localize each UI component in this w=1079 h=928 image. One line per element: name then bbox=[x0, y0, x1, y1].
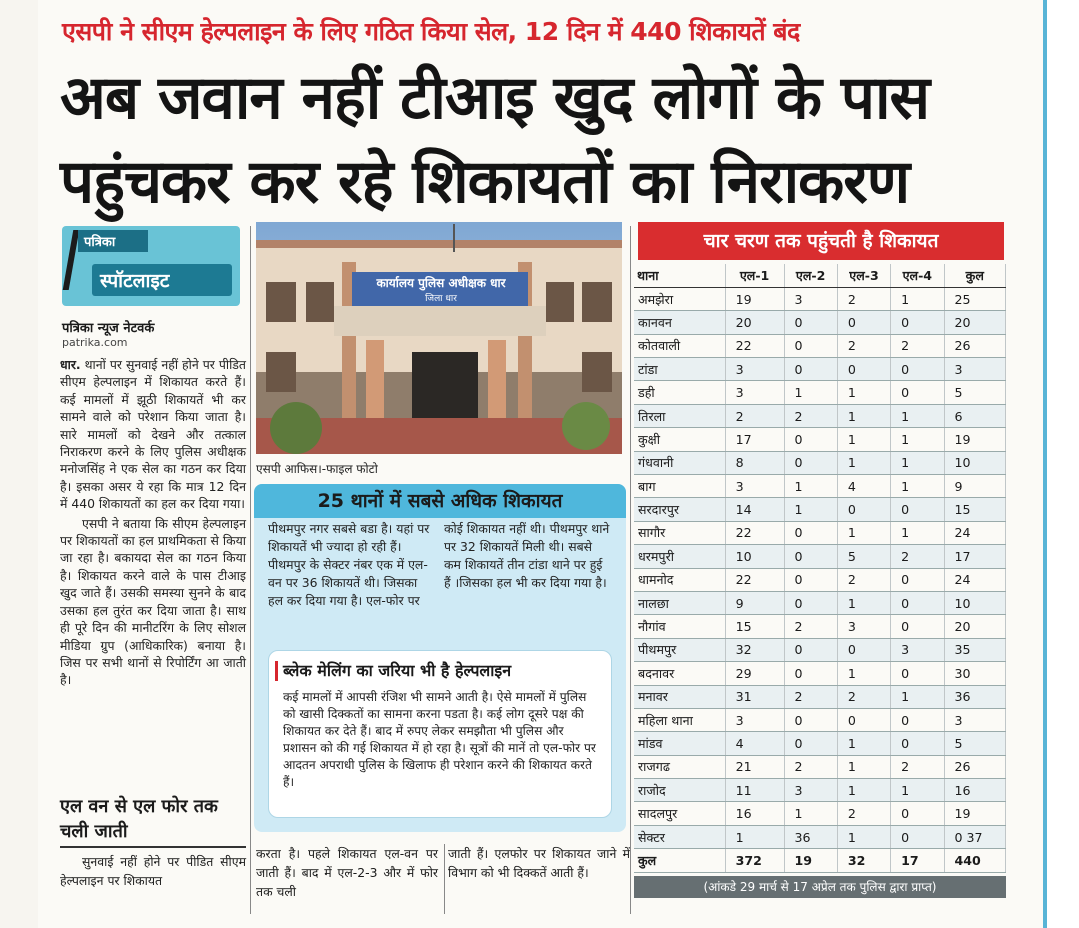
cell-total: 5 bbox=[944, 381, 1006, 404]
cell-l2: 0 bbox=[784, 638, 837, 661]
cell-l4: 1 bbox=[891, 521, 944, 544]
cell-l4: 0 bbox=[891, 591, 944, 614]
photo-signboard bbox=[356, 274, 526, 304]
cell-l2: 0 bbox=[784, 521, 837, 544]
signboard-text: कार्यालय पुलिस अधीक्षक धार bbox=[376, 276, 506, 290]
cell-l1: 10 bbox=[725, 545, 784, 568]
cell-total: 19 bbox=[944, 428, 1006, 451]
cell-station: बदनावर bbox=[634, 662, 725, 685]
cell-l4: 1 bbox=[891, 287, 944, 310]
cell-l4: 0 bbox=[891, 615, 944, 638]
cell-total: 16 bbox=[944, 779, 1006, 802]
cell-l4: 1 bbox=[891, 685, 944, 708]
cell-l1: 22 bbox=[725, 521, 784, 544]
cell-l4: 0 bbox=[891, 732, 944, 755]
cell-l4: 1 bbox=[891, 475, 944, 498]
cell-station: मनावर bbox=[634, 685, 725, 708]
cell-total: 24 bbox=[944, 568, 1006, 591]
cell-l1: 2 bbox=[725, 404, 784, 427]
cell-l4: 0 bbox=[891, 498, 944, 521]
cell-station: पीथमपुर bbox=[634, 638, 725, 661]
cell-l1: 22 bbox=[725, 334, 784, 357]
cell-l3: 1 bbox=[837, 404, 890, 427]
cell-l4: 0 bbox=[891, 802, 944, 825]
cell-l1: 9 bbox=[725, 591, 784, 614]
cell-station: धरमपुरी bbox=[634, 545, 725, 568]
cell-l4: 0 bbox=[891, 662, 944, 685]
logo-spotlight-label: स्पॉटलाइट bbox=[92, 264, 232, 296]
cell-station: टांडा bbox=[634, 358, 725, 381]
table-row bbox=[634, 358, 1006, 381]
cell-total: 35 bbox=[944, 638, 1006, 661]
highlight-box bbox=[254, 484, 626, 832]
paragraph-3 bbox=[60, 852, 246, 890]
cell-total: 24 bbox=[944, 521, 1006, 544]
cell-l4: 2 bbox=[891, 334, 944, 357]
table-row bbox=[634, 475, 1006, 498]
cell-station: राजगढ bbox=[634, 755, 725, 778]
cell-total: 15 bbox=[944, 498, 1006, 521]
cell-l3: 0 bbox=[837, 638, 890, 661]
cell-l3: 1 bbox=[837, 825, 890, 848]
table-row bbox=[634, 381, 1006, 404]
logo-badge: पत्रिका bbox=[78, 230, 148, 252]
cell-station: डही bbox=[634, 381, 725, 404]
cell-l1: 11 bbox=[725, 779, 784, 802]
cell-l4: 2 bbox=[891, 755, 944, 778]
highlight-box-title: 25 थानों में सबसे अधिक शिकायत bbox=[254, 484, 626, 518]
table-row bbox=[634, 334, 1006, 357]
cell-l2: 0 bbox=[784, 732, 837, 755]
table-row bbox=[634, 404, 1006, 427]
cell-l4: 0 bbox=[891, 358, 944, 381]
col-header-l3: एल-3 bbox=[837, 264, 890, 287]
cell-l3: 1 bbox=[837, 732, 890, 755]
cell-l2: 2 bbox=[784, 755, 837, 778]
cell-l1: 16 bbox=[725, 802, 784, 825]
table-row bbox=[634, 545, 1006, 568]
logo-stripe bbox=[63, 230, 80, 290]
adjacent-fragment-1 bbox=[1055, 40, 1060, 56]
cell-total: 26 bbox=[944, 755, 1006, 778]
total-station: कुल bbox=[634, 849, 725, 872]
cell-total: 25 bbox=[944, 287, 1006, 310]
cell-l3: 0 bbox=[837, 358, 890, 381]
total-l2: 19 bbox=[784, 849, 837, 872]
cell-station: सरदारपुर bbox=[634, 498, 725, 521]
bottom-paragraph-right: जाती हैं। एलफोर पर शिकायत जाने में विभाग को भी दिक्कतें आती हैं। bbox=[448, 846, 630, 880]
cell-station: नालछा bbox=[634, 591, 725, 614]
col-header-station: थाना bbox=[634, 264, 725, 287]
signboard-subtext: जिला धार bbox=[425, 294, 457, 304]
cell-l3: 1 bbox=[837, 451, 890, 474]
cell-l3: 2 bbox=[837, 334, 890, 357]
cell-l1: 3 bbox=[725, 381, 784, 404]
byline: पत्रिका न्यूज नेटवर्क bbox=[62, 321, 155, 336]
cell-total: 17 bbox=[944, 545, 1006, 568]
complaints-table bbox=[634, 264, 1006, 873]
lead-paragraph bbox=[60, 356, 246, 513]
cell-station: कोतवाली bbox=[634, 334, 725, 357]
cell-l1: 3 bbox=[725, 708, 784, 731]
cell-l1: 8 bbox=[725, 451, 784, 474]
cell-l2: 2 bbox=[784, 685, 837, 708]
blackmail-box-text: कई मामलों में आपसी रंजिश भी सामने आती है। ऐसे मामलों में पुलिस को खासी दिक्कतों का सामना करना पडता है। कई लोग दूसरे पक्ष की शिकायत कर देते हैं। बाद में रुपए लेकर समझौता भी पुलिस और प्रशासन को की गई शिकायत में हो रहा है। सूत्रों की मानें तो एल-फोर पर आदतन अपराधी पुलिस के खिलाफ ही परेशान करने की शिकायत करते हैं। bbox=[283, 690, 596, 789]
cell-station: कानवन bbox=[634, 311, 725, 334]
table-row bbox=[634, 825, 1006, 848]
cell-station: तिरला bbox=[634, 404, 725, 427]
cell-l3: 3 bbox=[837, 615, 890, 638]
highlight-col-2: कोई शिकायत नहीं थी। पीथमपुर थाने पर 32 शिकायतें मिली थी। सबसे कम शिकायतें तीन टांडा थाने पर हुई हैं ।जिसका हल भी कर दिया गया है। bbox=[444, 521, 610, 590]
blackmail-box bbox=[268, 650, 612, 818]
cell-l1: 17 bbox=[725, 428, 784, 451]
cell-l4: 0 bbox=[891, 568, 944, 591]
cell-l1: 19 bbox=[725, 287, 784, 310]
cell-l4: 1 bbox=[891, 404, 944, 427]
total-l1: 372 bbox=[725, 849, 784, 872]
cell-total: 9 bbox=[944, 475, 1006, 498]
total-l4: 17 bbox=[891, 849, 944, 872]
table-row bbox=[634, 755, 1006, 778]
cell-l2: 0 bbox=[784, 545, 837, 568]
cell-l1: 22 bbox=[725, 568, 784, 591]
cell-l4: 0 bbox=[891, 708, 944, 731]
cell-l3: 1 bbox=[837, 779, 890, 802]
cell-l3: 2 bbox=[837, 568, 890, 591]
cell-station: राजोद bbox=[634, 779, 725, 802]
cell-l1: 32 bbox=[725, 638, 784, 661]
lead-text: थानों पर सुनवाई नहीं होने पर पीडित सीएम हेल्पलाइन में शिकायत करते हैं। कई मामलों में झूठी शिकायतें भी कर सामने वाले को परेशान किया जाता है। सारे मामलों को देखने और तत्काल निराकरण करने के लिए पुलिस अधीक्षक मनोजसिंह ने एक सेल का गठन कर दिया है। इसका असर ये रहा कि मात्र 12 दिन में 440 शिकायतों का हल कर दिया गया। bbox=[60, 357, 246, 512]
column-divider-2 bbox=[630, 226, 631, 926]
cell-l2: 0 bbox=[784, 591, 837, 614]
dateline: धार. bbox=[60, 357, 81, 372]
cell-l1: 4 bbox=[725, 732, 784, 755]
cell-l2: 0 bbox=[784, 662, 837, 685]
cell-l3: 4 bbox=[837, 475, 890, 498]
photo-caption: एसपी आफिस।-फाइल फोटो bbox=[256, 462, 378, 476]
cell-total: 3 bbox=[944, 708, 1006, 731]
cell-l1: 3 bbox=[725, 475, 784, 498]
cell-l2: 2 bbox=[784, 404, 837, 427]
total-l3: 32 bbox=[837, 849, 890, 872]
table-row bbox=[634, 732, 1006, 755]
adjacent-column-sliver bbox=[1043, 0, 1079, 928]
table-row bbox=[634, 498, 1006, 521]
site-link: patrika.com bbox=[62, 336, 128, 349]
cell-l4: 3 bbox=[891, 638, 944, 661]
cell-l3: 1 bbox=[837, 591, 890, 614]
cell-l3: 1 bbox=[837, 381, 890, 404]
cell-station: मांडव bbox=[634, 732, 725, 755]
cell-l2: 1 bbox=[784, 475, 837, 498]
cell-station: नौगांव bbox=[634, 615, 725, 638]
cell-total: 3 bbox=[944, 358, 1006, 381]
cell-station: बाग bbox=[634, 475, 725, 498]
cell-l1: 31 bbox=[725, 685, 784, 708]
cell-l2: 0 bbox=[784, 568, 837, 591]
kicker-headline: एसपी ने सीएम हेल्पलाइन के लिए गठित किया सेल, 12 दिन में 440 शिकायतें बंद bbox=[62, 17, 800, 46]
paragraph-2: एसपी ने बताया कि सीएम हेल्पलाइन पर शिकायतों का हल प्राथमिकता से किया जा रहा है। बकायदा सेल का गठन किया है। शिकायत करने वाले के पास टीआइ खुद जाते हैं। उसकी समस्या सुनने के बाद उसका हल तुरंत कर दिया जाता है। साथ ही पूरे दिन की मानीटरिंग के लिए सोशल मीडिया ग्रुप (आधिकारिक) बनाया है। जिस पर सभी थानों से रिपोर्टिंग आ जाती है। bbox=[60, 515, 246, 688]
cell-l4: 1 bbox=[891, 428, 944, 451]
building-illustration bbox=[256, 222, 622, 454]
highlight-col-1: पीथमपुर नगर सबसे बडा है। यहां पर शिकायतें भी ज्यादा हो रही हैं। पीथमपुर के सेक्टर नंबर एक में एल-वन पर 36 शिकायतें थी। जिसका हल कर दिया गया है। एल-फोर पर bbox=[268, 521, 430, 608]
article-column-left bbox=[60, 356, 246, 691]
table-total-row bbox=[634, 849, 1006, 872]
col-header-l1: एल-1 bbox=[725, 264, 784, 287]
cell-l3: 0 bbox=[837, 311, 890, 334]
cell-l4: 1 bbox=[891, 779, 944, 802]
cell-total: 0 37 bbox=[944, 825, 1006, 848]
cell-l1: 20 bbox=[725, 311, 784, 334]
subhead-rule bbox=[60, 846, 246, 848]
cell-station: कुक्षी bbox=[634, 428, 725, 451]
headline-line-1: अब जवान नहीं टीआइ खुद लोगों के पास bbox=[60, 63, 930, 133]
table-row bbox=[634, 638, 1006, 661]
cell-l2: 0 bbox=[784, 451, 837, 474]
cell-l1: 29 bbox=[725, 662, 784, 685]
bottom-paragraph-mid: करता है। पहले शिकायत एल-वन पर जाती हैं। बाद में एल-2-3 और में फोर तक चली bbox=[256, 846, 438, 899]
total-total: 440 bbox=[944, 849, 1006, 872]
cell-l4: 0 bbox=[891, 381, 944, 404]
table-row bbox=[634, 568, 1006, 591]
cell-l3: 1 bbox=[837, 428, 890, 451]
cell-l2: 1 bbox=[784, 802, 837, 825]
cell-l3: 1 bbox=[837, 521, 890, 544]
cell-l4: 0 bbox=[891, 825, 944, 848]
cell-total: 5 bbox=[944, 732, 1006, 755]
cell-total: 36 bbox=[944, 685, 1006, 708]
subheading: एल वन से एल फोर तक चली जाती bbox=[60, 796, 218, 842]
cell-l2: 0 bbox=[784, 311, 837, 334]
blackmail-box-title: ब्लेक मेलिंग का जरिया भी है हेल्पलाइन bbox=[283, 661, 512, 680]
cell-total: 10 bbox=[944, 451, 1006, 474]
cell-l2: 0 bbox=[784, 358, 837, 381]
cell-l2: 3 bbox=[784, 779, 837, 802]
col-header-l2: एल-2 bbox=[784, 264, 837, 287]
table-row bbox=[634, 779, 1006, 802]
cell-station: गंधवानी bbox=[634, 451, 725, 474]
next-article-fragment bbox=[38, 914, 43, 926]
cell-station: सेक्टर bbox=[634, 825, 725, 848]
cell-station: अमझेरा bbox=[634, 287, 725, 310]
column-divider bbox=[250, 226, 251, 926]
cell-l1: 3 bbox=[725, 358, 784, 381]
paragraph-3-text: सुनवाई नहीं होने पर पीडित सीएम हेल्पलाइन पर शिकायत bbox=[60, 854, 246, 888]
cell-l4: 0 bbox=[891, 311, 944, 334]
table-header-row bbox=[634, 264, 1006, 287]
cell-l1: 1 bbox=[725, 825, 784, 848]
cell-total: 19 bbox=[944, 802, 1006, 825]
next-article-strip bbox=[38, 914, 1043, 928]
table-row bbox=[634, 802, 1006, 825]
table-row bbox=[634, 311, 1006, 334]
cell-l3: 1 bbox=[837, 662, 890, 685]
cell-l2: 1 bbox=[784, 381, 837, 404]
cell-l2: 0 bbox=[784, 708, 837, 731]
cell-l2: 2 bbox=[784, 615, 837, 638]
cell-station: सादलपुर bbox=[634, 802, 725, 825]
col-header-total: कुल bbox=[944, 264, 1006, 287]
table-row bbox=[634, 591, 1006, 614]
table-row bbox=[634, 708, 1006, 731]
table-title: चार चरण तक पहुंचती है शिकायत bbox=[638, 222, 1004, 260]
col-header-l4: एल-4 bbox=[891, 264, 944, 287]
table-row bbox=[634, 287, 1006, 310]
sp-office-photo bbox=[256, 222, 622, 454]
cell-total: 20 bbox=[944, 615, 1006, 638]
cell-total: 20 bbox=[944, 311, 1006, 334]
cell-l2: 0 bbox=[784, 428, 837, 451]
table-row bbox=[634, 685, 1006, 708]
cell-l3: 5 bbox=[837, 545, 890, 568]
cell-l3: 0 bbox=[837, 498, 890, 521]
cell-l3: 2 bbox=[837, 685, 890, 708]
cell-l1: 14 bbox=[725, 498, 784, 521]
cell-l1: 21 bbox=[725, 755, 784, 778]
cell-station: धामनोद bbox=[634, 568, 725, 591]
table-row bbox=[634, 521, 1006, 544]
table-source-note: (आंकडे 29 मार्च से 17 अप्रेल तक पुलिस द्वारा प्राप्त) bbox=[634, 876, 1006, 898]
patrika-spotlight-logo bbox=[62, 226, 240, 306]
cell-total: 10 bbox=[944, 591, 1006, 614]
cell-l2: 0 bbox=[784, 334, 837, 357]
table-row bbox=[634, 451, 1006, 474]
cell-l2: 3 bbox=[784, 287, 837, 310]
cell-total: 30 bbox=[944, 662, 1006, 685]
cell-l1: 15 bbox=[725, 615, 784, 638]
cell-l4: 1 bbox=[891, 451, 944, 474]
cell-l3: 2 bbox=[837, 802, 890, 825]
cell-l2: 1 bbox=[784, 498, 837, 521]
cell-total: 26 bbox=[944, 334, 1006, 357]
cell-l3: 0 bbox=[837, 708, 890, 731]
cell-total: 6 bbox=[944, 404, 1006, 427]
headline-line-2: पहुंचकर कर रहे शिकायतों का निराकरण bbox=[60, 147, 910, 217]
cell-station: सागौर bbox=[634, 521, 725, 544]
newspaper-page bbox=[38, 0, 1043, 928]
table-row bbox=[634, 662, 1006, 685]
table-row bbox=[634, 615, 1006, 638]
cell-l3: 2 bbox=[837, 287, 890, 310]
table-row bbox=[634, 428, 1006, 451]
cell-station: महिला थाना bbox=[634, 708, 725, 731]
cell-l2: 36 bbox=[784, 825, 837, 848]
cell-l4: 2 bbox=[891, 545, 944, 568]
cell-l3: 1 bbox=[837, 755, 890, 778]
main-headline bbox=[60, 56, 1040, 224]
